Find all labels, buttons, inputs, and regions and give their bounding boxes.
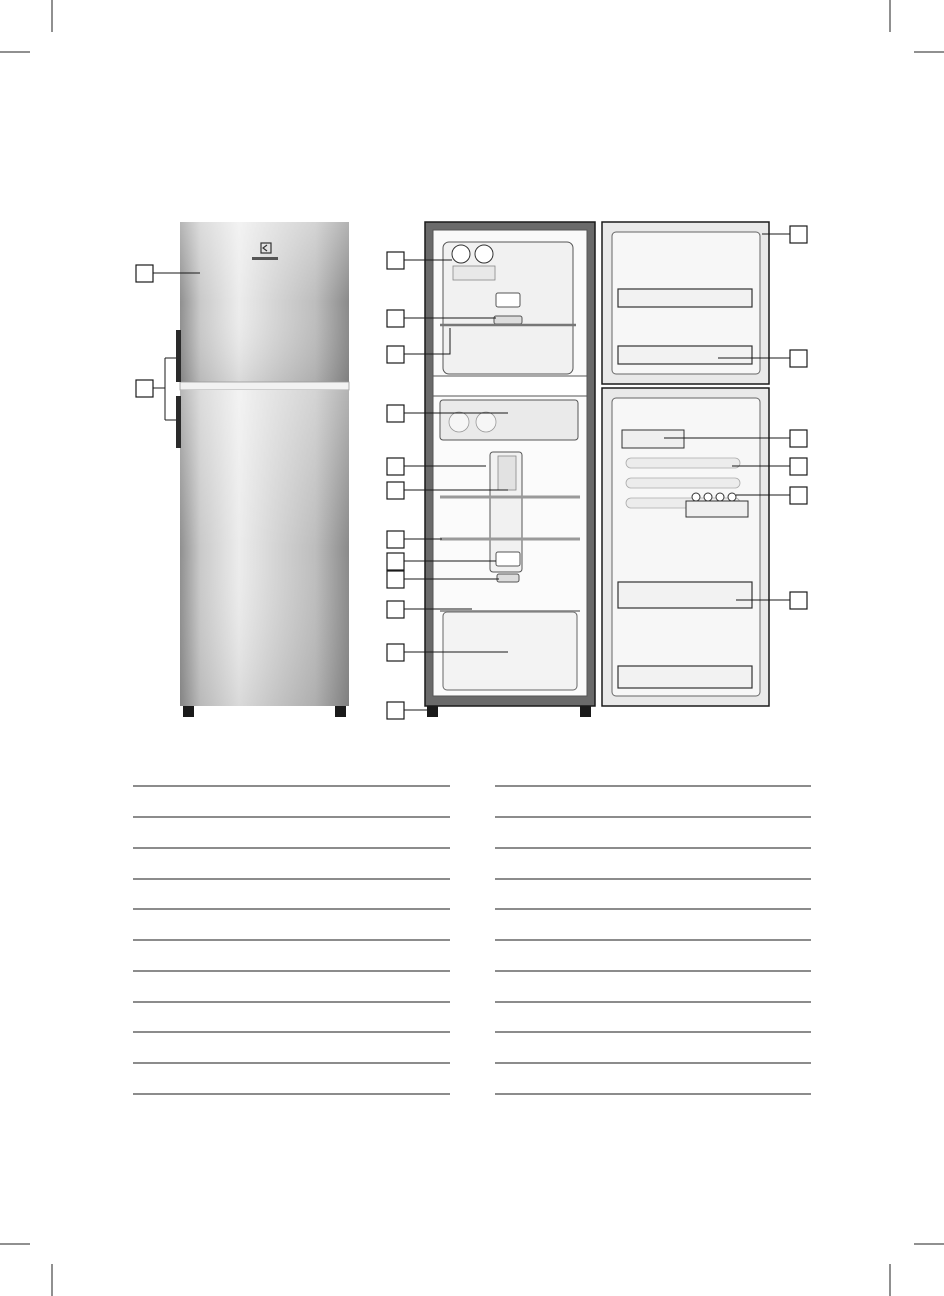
- callout-box: [387, 571, 404, 588]
- fridge-door-bin-2: [618, 666, 752, 688]
- callout-box: [387, 405, 404, 422]
- callout-box: [387, 458, 404, 475]
- door-gap: [180, 382, 349, 390]
- crisper: [443, 612, 577, 690]
- door-interior-view: [602, 222, 769, 706]
- butter-box: [622, 430, 684, 448]
- door-handle-lower: [176, 396, 181, 448]
- callout-box: [790, 458, 807, 475]
- parts-list-right-column: [495, 786, 811, 1094]
- callout-box: [790, 592, 807, 609]
- callout-box: [790, 430, 807, 447]
- fridge-light: [496, 552, 520, 566]
- ice-twister-left: [452, 245, 470, 263]
- callout-box: [387, 531, 404, 548]
- callout-box: [136, 265, 153, 282]
- callout-box: [790, 226, 807, 243]
- callout-box: [387, 702, 404, 719]
- callout-box: [387, 310, 404, 327]
- cabinet-foot-left: [427, 706, 438, 717]
- ice-bank: [453, 266, 495, 280]
- callout-box: [136, 380, 153, 397]
- foot-left: [183, 706, 194, 717]
- callout-box: [790, 487, 807, 504]
- ice-twister-right: [475, 245, 493, 263]
- freezer-control: [494, 316, 522, 324]
- callout-box: [387, 601, 404, 618]
- parts-list-table: [133, 786, 811, 1094]
- fridge-control: [497, 574, 519, 582]
- foot-right: [335, 706, 346, 717]
- callout-box: [387, 644, 404, 661]
- freezer-door-bin-2: [618, 346, 752, 364]
- callout-box: [790, 350, 807, 367]
- callout-box: [387, 346, 404, 363]
- door-handle-upper: [176, 330, 181, 382]
- freezer-fan-cover: [496, 293, 520, 307]
- cabinet-interior-view: [425, 222, 595, 717]
- cabinet-foot-right: [580, 706, 591, 717]
- exterior-view: [176, 222, 349, 717]
- callout-box: [387, 252, 404, 269]
- fridge-door-bin-1: [618, 582, 752, 608]
- parts-list-left-column: [133, 786, 450, 1094]
- callout-box: [387, 482, 404, 499]
- callout-box: [387, 553, 404, 570]
- freezer-door-bin-1: [618, 289, 752, 307]
